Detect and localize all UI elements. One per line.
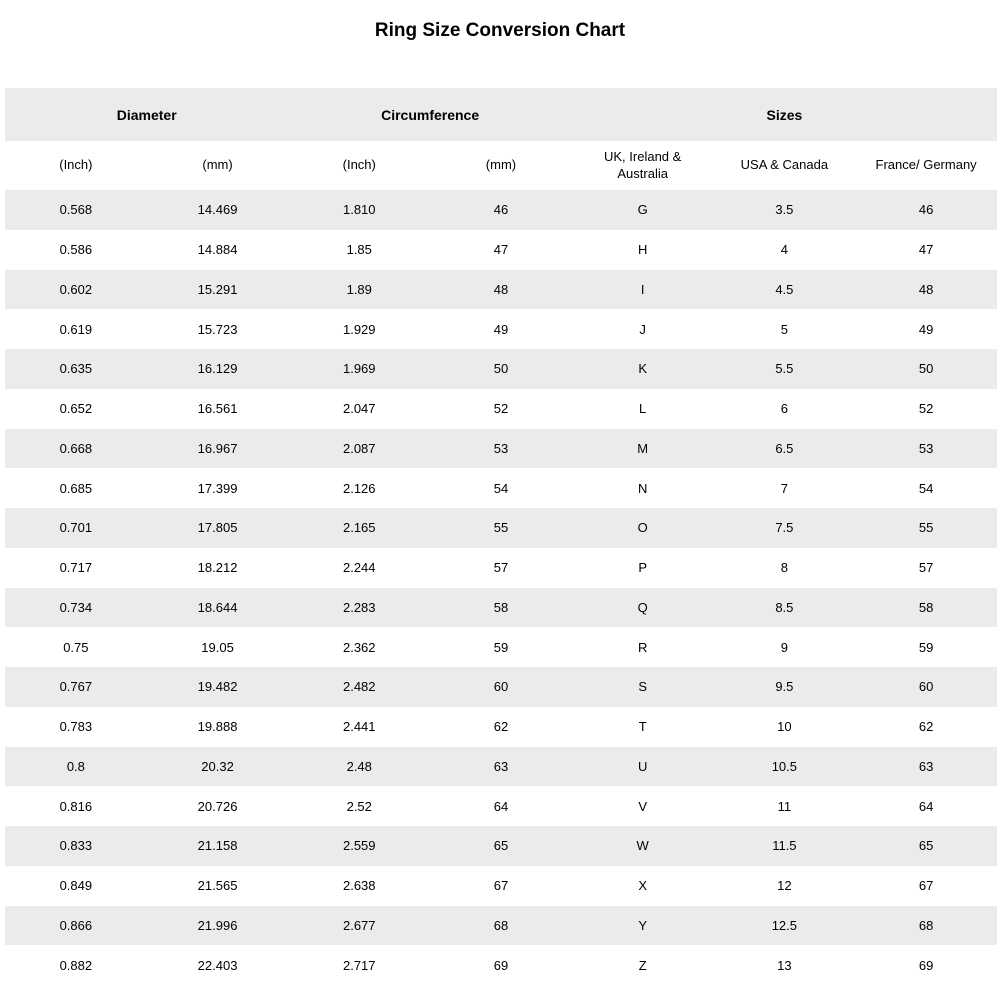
cell-diameter-mm: 17.805 [147, 508, 289, 548]
table-row [5, 429, 997, 469]
cell-size-usa-canada: 12 [714, 866, 856, 906]
cell-circumference-inch: 1.810 [288, 190, 430, 230]
cell-size-uk-ireland-australia: U [572, 747, 714, 787]
cell-size-uk-ireland-australia: P [572, 548, 714, 588]
cell-size-usa-canada: 13 [714, 945, 856, 985]
cell-circumference-mm: 50 [430, 349, 572, 389]
cell-circumference-mm: 54 [430, 468, 572, 508]
cell-circumference-inch: 2.48 [288, 747, 430, 787]
cell-circumference-mm: 52 [430, 389, 572, 429]
cell-size-uk-ireland-australia: T [572, 707, 714, 747]
cell-size-usa-canada: 3.5 [714, 190, 856, 230]
cell-size-france-germany: 50 [855, 349, 997, 389]
cell-circumference-inch: 1.89 [288, 270, 430, 310]
cell-circumference-mm: 48 [430, 270, 572, 310]
table-row [5, 508, 997, 548]
cell-diameter-inch: 0.586 [5, 230, 147, 270]
cell-diameter-inch: 0.866 [5, 906, 147, 946]
cell-size-uk-ireland-australia: Y [572, 906, 714, 946]
table-row [5, 866, 997, 906]
cell-size-france-germany: 48 [855, 270, 997, 310]
table-row [5, 548, 997, 588]
cell-size-france-germany: 65 [855, 826, 997, 866]
cell-size-usa-canada: 10.5 [714, 747, 856, 787]
cell-size-uk-ireland-australia: W [572, 826, 714, 866]
cell-size-france-germany: 62 [855, 707, 997, 747]
cell-size-usa-canada: 11.5 [714, 826, 856, 866]
table-header [5, 88, 997, 190]
cell-size-uk-ireland-australia: V [572, 786, 714, 826]
cell-circumference-mm: 57 [430, 548, 572, 588]
cell-size-uk-ireland-australia: S [572, 667, 714, 707]
cell-diameter-mm: 14.469 [147, 190, 289, 230]
table-row [5, 230, 997, 270]
cell-size-france-germany: 49 [855, 309, 997, 349]
table-row [5, 945, 997, 985]
cell-circumference-inch: 2.717 [288, 945, 430, 985]
cell-circumference-mm: 58 [430, 588, 572, 628]
cell-diameter-mm: 20.32 [147, 747, 289, 787]
column-header-diameter-mm: (mm) [147, 141, 289, 190]
cell-diameter-inch: 0.717 [5, 548, 147, 588]
cell-diameter-mm: 15.291 [147, 270, 289, 310]
cell-circumference-mm: 47 [430, 230, 572, 270]
table-row [5, 627, 997, 667]
cell-size-france-germany: 47 [855, 230, 997, 270]
group-header-circumference: Circumference [288, 88, 571, 141]
cell-diameter-inch: 0.619 [5, 309, 147, 349]
cell-diameter-inch: 0.767 [5, 667, 147, 707]
cell-circumference-mm: 69 [430, 945, 572, 985]
cell-circumference-inch: 2.047 [288, 389, 430, 429]
cell-size-france-germany: 53 [855, 429, 997, 469]
cell-diameter-mm: 19.482 [147, 667, 289, 707]
column-header-size-uk-ireland-australia: UK, Ireland & Australia [572, 141, 714, 190]
cell-circumference-inch: 2.165 [288, 508, 430, 548]
cell-diameter-inch: 0.816 [5, 786, 147, 826]
column-header-row [5, 141, 997, 190]
cell-size-uk-ireland-australia: L [572, 389, 714, 429]
cell-size-usa-canada: 8 [714, 548, 856, 588]
group-header-diameter: Diameter [5, 88, 288, 141]
cell-diameter-mm: 20.726 [147, 786, 289, 826]
cell-diameter-inch: 0.685 [5, 468, 147, 508]
cell-circumference-mm: 65 [430, 826, 572, 866]
column-header-circumference-mm: (mm) [430, 141, 572, 190]
cell-size-france-germany: 57 [855, 548, 997, 588]
cell-diameter-mm: 18.644 [147, 588, 289, 628]
cell-diameter-inch: 0.668 [5, 429, 147, 469]
cell-circumference-mm: 62 [430, 707, 572, 747]
cell-size-usa-canada: 10 [714, 707, 856, 747]
cell-circumference-mm: 67 [430, 866, 572, 906]
cell-diameter-mm: 14.884 [147, 230, 289, 270]
cell-size-france-germany: 55 [855, 508, 997, 548]
table-row [5, 389, 997, 429]
cell-size-usa-canada: 7.5 [714, 508, 856, 548]
cell-diameter-inch: 0.602 [5, 270, 147, 310]
cell-size-france-germany: 46 [855, 190, 997, 230]
cell-diameter-inch: 0.8 [5, 747, 147, 787]
cell-diameter-mm: 19.888 [147, 707, 289, 747]
cell-size-uk-ireland-australia: O [572, 508, 714, 548]
cell-size-usa-canada: 8.5 [714, 588, 856, 628]
cell-size-usa-canada: 9 [714, 627, 856, 667]
cell-circumference-mm: 49 [430, 309, 572, 349]
table-row [5, 747, 997, 787]
cell-size-usa-canada: 6.5 [714, 429, 856, 469]
cell-size-uk-ireland-australia: R [572, 627, 714, 667]
cell-circumference-inch: 2.638 [288, 866, 430, 906]
cell-diameter-mm: 16.967 [147, 429, 289, 469]
cell-circumference-inch: 1.969 [288, 349, 430, 389]
cell-circumference-mm: 68 [430, 906, 572, 946]
group-header-row [5, 88, 997, 141]
cell-circumference-mm: 60 [430, 667, 572, 707]
table-row [5, 786, 997, 826]
ring-size-conversion-table [5, 88, 997, 985]
cell-size-uk-ireland-australia: H [572, 230, 714, 270]
cell-diameter-inch: 0.833 [5, 826, 147, 866]
cell-circumference-mm: 46 [430, 190, 572, 230]
cell-size-france-germany: 54 [855, 468, 997, 508]
table-row [5, 270, 997, 310]
cell-diameter-mm: 18.212 [147, 548, 289, 588]
column-header-size-france-germany: France/ Germany [855, 141, 997, 190]
cell-circumference-inch: 2.283 [288, 588, 430, 628]
cell-circumference-mm: 59 [430, 627, 572, 667]
cell-size-usa-canada: 12.5 [714, 906, 856, 946]
cell-diameter-mm: 16.561 [147, 389, 289, 429]
cell-size-france-germany: 67 [855, 866, 997, 906]
cell-diameter-inch: 0.734 [5, 588, 147, 628]
cell-circumference-mm: 63 [430, 747, 572, 787]
cell-circumference-mm: 55 [430, 508, 572, 548]
table-row [5, 667, 997, 707]
cell-circumference-inch: 2.126 [288, 468, 430, 508]
column-header-diameter-inch: (Inch) [5, 141, 147, 190]
cell-size-uk-ireland-australia: J [572, 309, 714, 349]
table-row [5, 707, 997, 747]
column-header-circumference-inch: (Inch) [288, 141, 430, 190]
cell-size-france-germany: 69 [855, 945, 997, 985]
cell-diameter-inch: 0.701 [5, 508, 147, 548]
cell-size-uk-ireland-australia: I [572, 270, 714, 310]
table-row [5, 190, 997, 230]
cell-diameter-inch: 0.568 [5, 190, 147, 230]
cell-circumference-inch: 2.677 [288, 906, 430, 946]
table-row [5, 906, 997, 946]
table-row [5, 826, 997, 866]
cell-size-france-germany: 59 [855, 627, 997, 667]
cell-size-usa-canada: 4 [714, 230, 856, 270]
table-body [5, 190, 997, 985]
cell-size-france-germany: 68 [855, 906, 997, 946]
cell-size-usa-canada: 9.5 [714, 667, 856, 707]
cell-diameter-mm: 22.403 [147, 945, 289, 985]
cell-size-usa-canada: 11 [714, 786, 856, 826]
cell-size-uk-ireland-australia: Q [572, 588, 714, 628]
cell-size-uk-ireland-australia: G [572, 190, 714, 230]
cell-diameter-inch: 0.635 [5, 349, 147, 389]
cell-size-uk-ireland-australia: X [572, 866, 714, 906]
cell-size-france-germany: 52 [855, 389, 997, 429]
cell-diameter-inch: 0.849 [5, 866, 147, 906]
cell-diameter-inch: 0.75 [5, 627, 147, 667]
cell-circumference-inch: 2.244 [288, 548, 430, 588]
cell-diameter-inch: 0.652 [5, 389, 147, 429]
cell-diameter-mm: 15.723 [147, 309, 289, 349]
cell-size-uk-ireland-australia: M [572, 429, 714, 469]
cell-size-uk-ireland-australia: Z [572, 945, 714, 985]
cell-circumference-inch: 2.362 [288, 627, 430, 667]
table-row [5, 468, 997, 508]
cell-diameter-inch: 0.783 [5, 707, 147, 747]
cell-diameter-mm: 16.129 [147, 349, 289, 389]
page-title: Ring Size Conversion Chart [374, 20, 626, 41]
cell-circumference-mm: 64 [430, 786, 572, 826]
cell-diameter-mm: 21.996 [147, 906, 289, 946]
cell-size-france-germany: 60 [855, 667, 997, 707]
group-header-sizes: Sizes [572, 88, 997, 141]
cell-circumference-inch: 2.559 [288, 826, 430, 866]
cell-size-usa-canada: 5.5 [714, 349, 856, 389]
cell-size-uk-ireland-australia: K [572, 349, 714, 389]
cell-size-france-germany: 58 [855, 588, 997, 628]
cell-diameter-inch: 0.882 [5, 945, 147, 985]
cell-diameter-mm: 21.565 [147, 866, 289, 906]
cell-circumference-inch: 2.52 [288, 786, 430, 826]
cell-circumference-mm: 53 [430, 429, 572, 469]
cell-circumference-inch: 2.441 [288, 707, 430, 747]
column-header-size-usa-canada: USA & Canada [714, 141, 856, 190]
table-row [5, 349, 997, 389]
table-row [5, 309, 997, 349]
cell-circumference-inch: 2.087 [288, 429, 430, 469]
table-row [5, 588, 997, 628]
cell-size-france-germany: 64 [855, 786, 997, 826]
cell-size-usa-canada: 7 [714, 468, 856, 508]
cell-circumference-inch: 2.482 [288, 667, 430, 707]
cell-size-usa-canada: 5 [714, 309, 856, 349]
cell-diameter-mm: 21.158 [147, 826, 289, 866]
cell-size-uk-ireland-australia: N [572, 468, 714, 508]
cell-size-usa-canada: 6 [714, 389, 856, 429]
cell-diameter-mm: 17.399 [147, 468, 289, 508]
cell-circumference-inch: 1.929 [288, 309, 430, 349]
cell-size-usa-canada: 4.5 [714, 270, 856, 310]
cell-circumference-inch: 1.85 [288, 230, 430, 270]
cell-size-france-germany: 63 [855, 747, 997, 787]
cell-diameter-mm: 19.05 [147, 627, 289, 667]
